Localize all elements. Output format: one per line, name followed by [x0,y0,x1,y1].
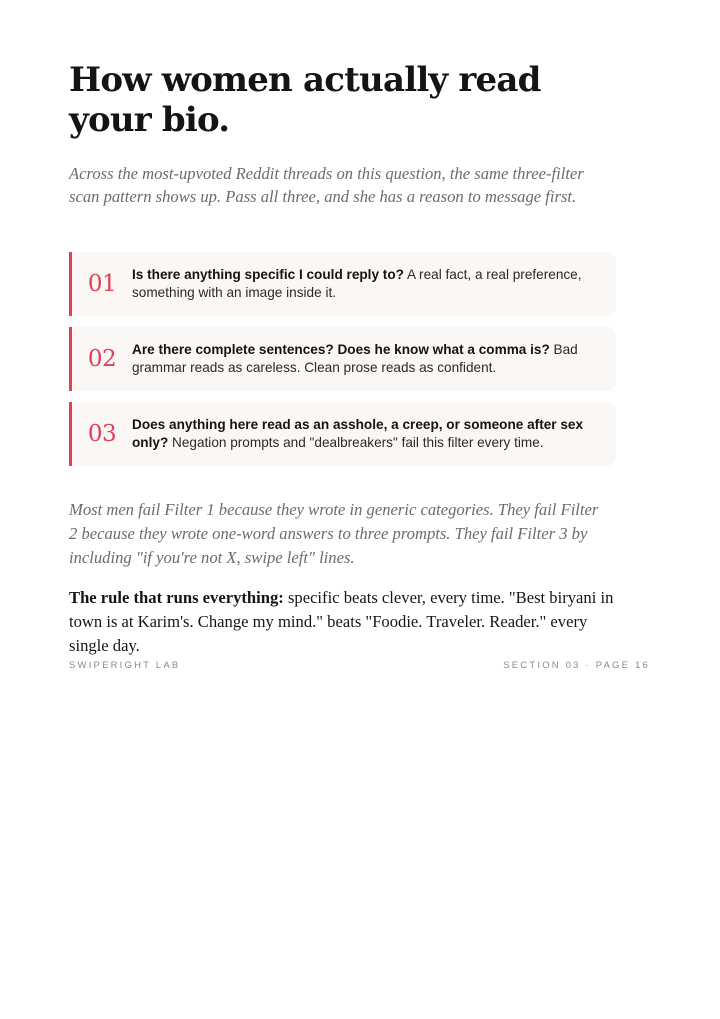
filter-text [132,341,600,377]
filter-question: Is there anything specific I could reply to? [132,267,404,282]
footer-brand: SWIPERIGHT LAB [69,660,181,671]
filter-number: 01 [87,271,117,297]
footer-section: SECTION 03 · PAGE 16 [503,660,650,671]
lede-paragraph: Across the most-upvoted Reddit threads on this question, the same three-filter scan pattern shows up. Pass all three, and she has a reason to message first. [69,164,584,206]
page-footer [69,660,650,671]
filter-card-3 [69,402,616,466]
rule-paragraph [69,586,614,658]
filter-detail: A real fact, a real preference, something with an image inside it. [132,267,582,300]
filter-card-2 [69,327,616,391]
rule-lead: The rule that runs everything: [69,588,284,607]
filter-question: Are there complete sentences? Does he know what a comma is? [132,342,550,357]
page [69,60,651,671]
filter-text [132,266,600,302]
page-title: How women actually read your bio. [69,60,541,140]
filter-text [132,416,600,452]
filter-detail: Bad grammar reads as careless. Clean prose reads as confident. [132,342,578,375]
filter-card-1 [69,252,616,316]
filter-question: Does anything here read as an asshole, a creep, or someone after sex only? [132,417,584,450]
filter-number: 03 [87,421,117,447]
filter-detail: Negation prompts and "dealbreakers" fail this filter every time. [168,435,544,450]
rule-text: specific beats clever, every time. "Best biryani in town is at Karim's. Change my mind." beats "Foodie. Traveler. Reader." every single day. [69,588,614,655]
outro-paragraph: Most men fail Filter 1 because they wrote in generic categories. They fail Filter 2 because they wrote one-word answers to three prompts. They fail Filter 3 by including "if you're not X, swipe left" lines. [69,500,599,567]
filter-number: 02 [87,346,117,372]
filter-list [69,252,616,466]
